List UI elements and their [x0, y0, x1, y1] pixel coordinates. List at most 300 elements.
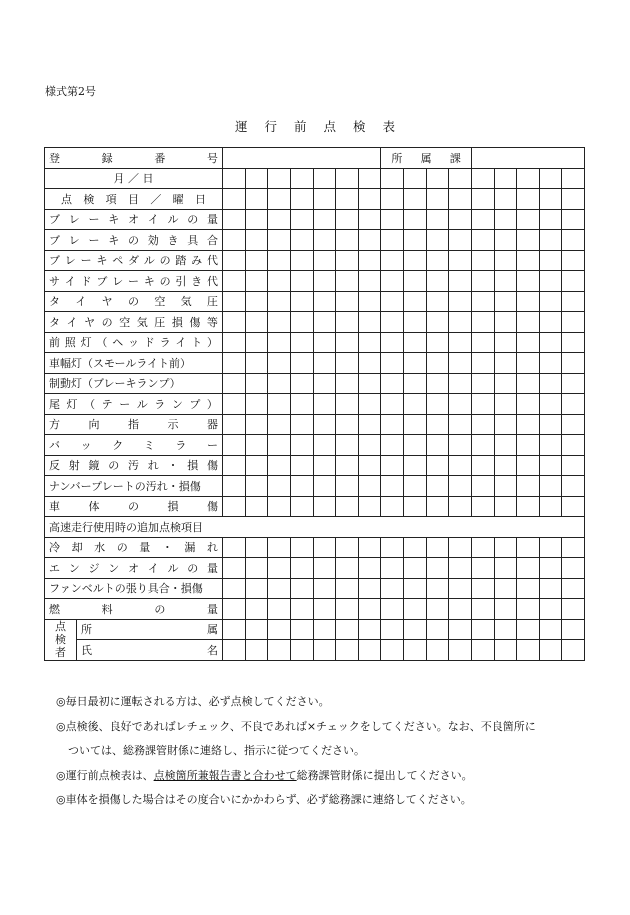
check-cell[interactable]: [336, 373, 359, 394]
check-cell[interactable]: [245, 578, 268, 599]
check-cell[interactable]: [404, 558, 427, 579]
check-cell[interactable]: [245, 271, 268, 292]
affiliation-cell[interactable]: [562, 619, 585, 640]
check-cell[interactable]: [223, 435, 246, 456]
check-cell[interactable]: [404, 476, 427, 497]
date-cell[interactable]: [358, 168, 381, 189]
check-cell[interactable]: [290, 414, 313, 435]
check-cell[interactable]: [494, 476, 517, 497]
date-cell[interactable]: [494, 168, 517, 189]
name-cell[interactable]: [449, 640, 472, 661]
check-cell[interactable]: [336, 353, 359, 374]
check-cell[interactable]: [245, 230, 268, 251]
check-cell[interactable]: [313, 373, 336, 394]
date-cell[interactable]: [539, 168, 562, 189]
check-cell[interactable]: [449, 537, 472, 558]
check-cell[interactable]: [494, 250, 517, 271]
affiliation-cell[interactable]: [381, 619, 404, 640]
affiliation-cell[interactable]: [290, 619, 313, 640]
check-cell[interactable]: [494, 558, 517, 579]
check-cell[interactable]: [223, 353, 246, 374]
check-cell[interactable]: [426, 394, 449, 415]
check-cell[interactable]: [517, 599, 540, 620]
check-cell[interactable]: [313, 209, 336, 230]
check-cell[interactable]: [268, 558, 291, 579]
check-cell[interactable]: [539, 414, 562, 435]
check-cell[interactable]: [245, 373, 268, 394]
name-cell[interactable]: [268, 640, 291, 661]
name-cell[interactable]: [517, 640, 540, 661]
check-cell[interactable]: [517, 537, 540, 558]
check-cell[interactable]: [358, 230, 381, 251]
check-cell[interactable]: [381, 558, 404, 579]
check-cell[interactable]: [336, 394, 359, 415]
check-cell[interactable]: [290, 230, 313, 251]
date-cell[interactable]: [313, 168, 336, 189]
check-cell[interactable]: [358, 209, 381, 230]
check-cell[interactable]: [494, 230, 517, 251]
check-cell[interactable]: [268, 332, 291, 353]
check-cell[interactable]: [358, 291, 381, 312]
check-cell[interactable]: [426, 558, 449, 579]
check-cell[interactable]: [336, 558, 359, 579]
affiliation-cell[interactable]: [313, 619, 336, 640]
check-cell[interactable]: [426, 599, 449, 620]
check-cell[interactable]: [494, 332, 517, 353]
check-cell[interactable]: [471, 435, 494, 456]
name-cell[interactable]: [494, 640, 517, 661]
day-of-week-cell[interactable]: [426, 189, 449, 210]
check-cell[interactable]: [539, 332, 562, 353]
check-cell[interactable]: [471, 455, 494, 476]
check-cell[interactable]: [223, 414, 246, 435]
day-of-week-cell[interactable]: [336, 189, 359, 210]
check-cell[interactable]: [471, 394, 494, 415]
check-cell[interactable]: [313, 455, 336, 476]
day-of-week-cell[interactable]: [245, 189, 268, 210]
check-cell[interactable]: [223, 291, 246, 312]
check-cell[interactable]: [223, 394, 246, 415]
affiliation-cell[interactable]: [223, 619, 246, 640]
check-cell[interactable]: [245, 209, 268, 230]
check-cell[interactable]: [313, 271, 336, 292]
check-cell[interactable]: [404, 230, 427, 251]
affiliation-cell[interactable]: [245, 619, 268, 640]
check-cell[interactable]: [336, 476, 359, 497]
check-cell[interactable]: [449, 353, 472, 374]
check-cell[interactable]: [268, 476, 291, 497]
affiliation-cell[interactable]: [268, 619, 291, 640]
check-cell[interactable]: [562, 578, 585, 599]
check-cell[interactable]: [517, 312, 540, 333]
check-cell[interactable]: [426, 496, 449, 517]
check-cell[interactable]: [562, 394, 585, 415]
check-cell[interactable]: [404, 599, 427, 620]
check-cell[interactable]: [381, 353, 404, 374]
check-cell[interactable]: [471, 230, 494, 251]
check-cell[interactable]: [449, 312, 472, 333]
check-cell[interactable]: [404, 578, 427, 599]
check-cell[interactable]: [268, 578, 291, 599]
check-cell[interactable]: [313, 435, 336, 456]
check-cell[interactable]: [268, 414, 291, 435]
check-cell[interactable]: [494, 435, 517, 456]
check-cell[interactable]: [358, 476, 381, 497]
check-cell[interactable]: [223, 271, 246, 292]
check-cell[interactable]: [471, 537, 494, 558]
check-cell[interactable]: [426, 414, 449, 435]
check-cell[interactable]: [449, 250, 472, 271]
day-of-week-cell[interactable]: [290, 189, 313, 210]
check-cell[interactable]: [404, 332, 427, 353]
check-cell[interactable]: [517, 250, 540, 271]
check-cell[interactable]: [517, 291, 540, 312]
check-cell[interactable]: [268, 394, 291, 415]
check-cell[interactable]: [313, 394, 336, 415]
check-cell[interactable]: [471, 312, 494, 333]
check-cell[interactable]: [404, 312, 427, 333]
check-cell[interactable]: [494, 599, 517, 620]
check-cell[interactable]: [358, 332, 381, 353]
check-cell[interactable]: [449, 394, 472, 415]
check-cell[interactable]: [358, 496, 381, 517]
check-cell[interactable]: [404, 496, 427, 517]
check-cell[interactable]: [313, 599, 336, 620]
check-cell[interactable]: [517, 271, 540, 292]
check-cell[interactable]: [471, 496, 494, 517]
check-cell[interactable]: [313, 353, 336, 374]
check-cell[interactable]: [539, 250, 562, 271]
check-cell[interactable]: [358, 373, 381, 394]
check-cell[interactable]: [290, 578, 313, 599]
check-cell[interactable]: [268, 496, 291, 517]
day-of-week-cell[interactable]: [268, 189, 291, 210]
affiliation-cell[interactable]: [336, 619, 359, 640]
check-cell[interactable]: [404, 373, 427, 394]
check-cell[interactable]: [562, 312, 585, 333]
check-cell[interactable]: [336, 414, 359, 435]
check-cell[interactable]: [313, 332, 336, 353]
check-cell[interactable]: [426, 435, 449, 456]
check-cell[interactable]: [358, 312, 381, 333]
name-cell[interactable]: [223, 640, 246, 661]
check-cell[interactable]: [268, 209, 291, 230]
check-cell[interactable]: [313, 291, 336, 312]
check-cell[interactable]: [562, 353, 585, 374]
check-cell[interactable]: [313, 558, 336, 579]
check-cell[interactable]: [290, 250, 313, 271]
check-cell[interactable]: [358, 578, 381, 599]
check-cell[interactable]: [471, 209, 494, 230]
check-cell[interactable]: [358, 455, 381, 476]
date-cell[interactable]: [268, 168, 291, 189]
name-cell[interactable]: [245, 640, 268, 661]
check-cell[interactable]: [404, 250, 427, 271]
check-cell[interactable]: [245, 537, 268, 558]
check-cell[interactable]: [245, 250, 268, 271]
check-cell[interactable]: [223, 496, 246, 517]
check-cell[interactable]: [494, 312, 517, 333]
date-cell[interactable]: [290, 168, 313, 189]
check-cell[interactable]: [313, 578, 336, 599]
check-cell[interactable]: [268, 291, 291, 312]
check-cell[interactable]: [381, 455, 404, 476]
check-cell[interactable]: [562, 496, 585, 517]
name-cell[interactable]: [471, 640, 494, 661]
check-cell[interactable]: [426, 291, 449, 312]
check-cell[interactable]: [426, 271, 449, 292]
check-cell[interactable]: [517, 476, 540, 497]
date-cell[interactable]: [449, 168, 472, 189]
check-cell[interactable]: [562, 332, 585, 353]
check-cell[interactable]: [313, 414, 336, 435]
check-cell[interactable]: [449, 599, 472, 620]
check-cell[interactable]: [517, 373, 540, 394]
date-cell[interactable]: [562, 168, 585, 189]
day-of-week-cell[interactable]: [313, 189, 336, 210]
check-cell[interactable]: [290, 476, 313, 497]
check-cell[interactable]: [223, 578, 246, 599]
check-cell[interactable]: [494, 455, 517, 476]
check-cell[interactable]: [449, 230, 472, 251]
check-cell[interactable]: [471, 250, 494, 271]
check-cell[interactable]: [268, 455, 291, 476]
check-cell[interactable]: [426, 230, 449, 251]
check-cell[interactable]: [426, 312, 449, 333]
check-cell[interactable]: [471, 599, 494, 620]
affiliation-cell[interactable]: [426, 619, 449, 640]
check-cell[interactable]: [381, 414, 404, 435]
check-cell[interactable]: [313, 537, 336, 558]
check-cell[interactable]: [562, 209, 585, 230]
name-cell[interactable]: [381, 640, 404, 661]
check-cell[interactable]: [336, 578, 359, 599]
affiliation-cell[interactable]: [517, 619, 540, 640]
check-cell[interactable]: [381, 250, 404, 271]
check-cell[interactable]: [449, 476, 472, 497]
check-cell[interactable]: [223, 537, 246, 558]
check-cell[interactable]: [223, 373, 246, 394]
check-cell[interactable]: [517, 414, 540, 435]
check-cell[interactable]: [268, 230, 291, 251]
check-cell[interactable]: [471, 558, 494, 579]
check-cell[interactable]: [539, 476, 562, 497]
check-cell[interactable]: [223, 332, 246, 353]
day-of-week-cell[interactable]: [539, 189, 562, 210]
check-cell[interactable]: [494, 353, 517, 374]
affiliation-cell[interactable]: [471, 619, 494, 640]
check-cell[interactable]: [313, 312, 336, 333]
check-cell[interactable]: [290, 435, 313, 456]
check-cell[interactable]: [381, 496, 404, 517]
check-cell[interactable]: [539, 496, 562, 517]
check-cell[interactable]: [426, 209, 449, 230]
check-cell[interactable]: [381, 332, 404, 353]
check-cell[interactable]: [381, 476, 404, 497]
affiliation-cell[interactable]: [358, 619, 381, 640]
check-cell[interactable]: [290, 353, 313, 374]
check-cell[interactable]: [245, 476, 268, 497]
date-cell[interactable]: [426, 168, 449, 189]
check-cell[interactable]: [381, 230, 404, 251]
check-cell[interactable]: [223, 250, 246, 271]
check-cell[interactable]: [562, 250, 585, 271]
check-cell[interactable]: [245, 312, 268, 333]
check-cell[interactable]: [290, 394, 313, 415]
check-cell[interactable]: [358, 394, 381, 415]
check-cell[interactable]: [358, 435, 381, 456]
check-cell[interactable]: [223, 476, 246, 497]
check-cell[interactable]: [404, 271, 427, 292]
check-cell[interactable]: [336, 271, 359, 292]
check-cell[interactable]: [449, 373, 472, 394]
check-cell[interactable]: [539, 271, 562, 292]
check-cell[interactable]: [494, 496, 517, 517]
check-cell[interactable]: [562, 271, 585, 292]
check-cell[interactable]: [245, 558, 268, 579]
check-cell[interactable]: [404, 537, 427, 558]
check-cell[interactable]: [494, 271, 517, 292]
day-of-week-cell[interactable]: [562, 189, 585, 210]
check-cell[interactable]: [494, 537, 517, 558]
check-cell[interactable]: [426, 332, 449, 353]
check-cell[interactable]: [471, 414, 494, 435]
check-cell[interactable]: [381, 271, 404, 292]
check-cell[interactable]: [471, 578, 494, 599]
check-cell[interactable]: [539, 558, 562, 579]
check-cell[interactable]: [358, 353, 381, 374]
check-cell[interactable]: [381, 312, 404, 333]
check-cell[interactable]: [245, 353, 268, 374]
check-cell[interactable]: [562, 599, 585, 620]
check-cell[interactable]: [336, 455, 359, 476]
check-cell[interactable]: [268, 435, 291, 456]
check-cell[interactable]: [517, 209, 540, 230]
registration-value[interactable]: [223, 148, 381, 169]
check-cell[interactable]: [426, 578, 449, 599]
check-cell[interactable]: [449, 558, 472, 579]
check-cell[interactable]: [313, 476, 336, 497]
check-cell[interactable]: [223, 209, 246, 230]
check-cell[interactable]: [381, 435, 404, 456]
check-cell[interactable]: [290, 291, 313, 312]
check-cell[interactable]: [449, 496, 472, 517]
check-cell[interactable]: [562, 435, 585, 456]
day-of-week-cell[interactable]: [381, 189, 404, 210]
check-cell[interactable]: [539, 230, 562, 251]
check-cell[interactable]: [336, 230, 359, 251]
check-cell[interactable]: [517, 332, 540, 353]
check-cell[interactable]: [426, 353, 449, 374]
check-cell[interactable]: [426, 476, 449, 497]
check-cell[interactable]: [223, 230, 246, 251]
check-cell[interactable]: [336, 209, 359, 230]
name-cell[interactable]: [426, 640, 449, 661]
check-cell[interactable]: [336, 291, 359, 312]
check-cell[interactable]: [268, 312, 291, 333]
check-cell[interactable]: [290, 496, 313, 517]
name-cell[interactable]: [358, 640, 381, 661]
name-cell[interactable]: [313, 640, 336, 661]
date-cell[interactable]: [517, 168, 540, 189]
check-cell[interactable]: [404, 209, 427, 230]
check-cell[interactable]: [562, 476, 585, 497]
day-of-week-cell[interactable]: [449, 189, 472, 210]
check-cell[interactable]: [539, 537, 562, 558]
check-cell[interactable]: [223, 455, 246, 476]
check-cell[interactable]: [290, 209, 313, 230]
check-cell[interactable]: [313, 250, 336, 271]
check-cell[interactable]: [381, 537, 404, 558]
check-cell[interactable]: [494, 291, 517, 312]
check-cell[interactable]: [539, 599, 562, 620]
name-cell[interactable]: [539, 640, 562, 661]
check-cell[interactable]: [268, 537, 291, 558]
check-cell[interactable]: [471, 353, 494, 374]
check-cell[interactable]: [290, 312, 313, 333]
check-cell[interactable]: [426, 537, 449, 558]
check-cell[interactable]: [517, 578, 540, 599]
name-cell[interactable]: [404, 640, 427, 661]
check-cell[interactable]: [562, 455, 585, 476]
check-cell[interactable]: [268, 373, 291, 394]
check-cell[interactable]: [562, 291, 585, 312]
check-cell[interactable]: [539, 394, 562, 415]
check-cell[interactable]: [336, 496, 359, 517]
check-cell[interactable]: [381, 291, 404, 312]
check-cell[interactable]: [494, 414, 517, 435]
check-cell[interactable]: [381, 599, 404, 620]
check-cell[interactable]: [494, 578, 517, 599]
check-cell[interactable]: [517, 558, 540, 579]
check-cell[interactable]: [268, 599, 291, 620]
check-cell[interactable]: [290, 271, 313, 292]
check-cell[interactable]: [449, 435, 472, 456]
check-cell[interactable]: [471, 332, 494, 353]
check-cell[interactable]: [245, 332, 268, 353]
check-cell[interactable]: [404, 353, 427, 374]
day-of-week-cell[interactable]: [517, 189, 540, 210]
check-cell[interactable]: [245, 291, 268, 312]
date-cell[interactable]: [381, 168, 404, 189]
date-cell[interactable]: [404, 168, 427, 189]
name-cell[interactable]: [336, 640, 359, 661]
check-cell[interactable]: [494, 209, 517, 230]
check-cell[interactable]: [268, 271, 291, 292]
date-cell[interactable]: [471, 168, 494, 189]
affiliation-cell[interactable]: [404, 619, 427, 640]
check-cell[interactable]: [245, 455, 268, 476]
check-cell[interactable]: [358, 558, 381, 579]
day-of-week-cell[interactable]: [404, 189, 427, 210]
check-cell[interactable]: [449, 455, 472, 476]
check-cell[interactable]: [539, 209, 562, 230]
check-cell[interactable]: [245, 394, 268, 415]
check-cell[interactable]: [539, 353, 562, 374]
check-cell[interactable]: [290, 455, 313, 476]
check-cell[interactable]: [517, 455, 540, 476]
affiliation-cell[interactable]: [449, 619, 472, 640]
check-cell[interactable]: [290, 599, 313, 620]
check-cell[interactable]: [449, 332, 472, 353]
check-cell[interactable]: [426, 455, 449, 476]
day-of-week-cell[interactable]: [358, 189, 381, 210]
check-cell[interactable]: [517, 353, 540, 374]
check-cell[interactable]: [562, 414, 585, 435]
check-cell[interactable]: [381, 373, 404, 394]
check-cell[interactable]: [268, 353, 291, 374]
check-cell[interactable]: [358, 414, 381, 435]
